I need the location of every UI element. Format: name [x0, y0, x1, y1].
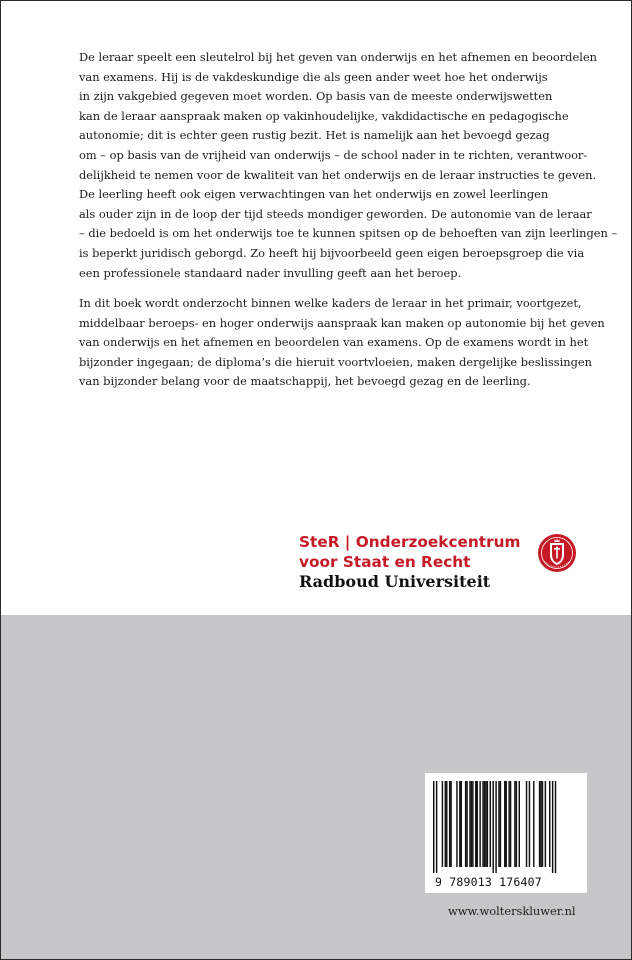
blurb-line: autonomie; dit is echter geen rustig bezit. Het is namelijk aan het bevoegd gezag — [79, 128, 550, 143]
barcode-bar — [519, 781, 520, 867]
blurb-line: als ouder zijn in de loop der tijd steeds mondiger geworden. De autonomie van de leraar — [79, 206, 592, 221]
barcode-bar — [526, 781, 527, 867]
barcode-bar — [466, 781, 467, 867]
barcode-bar — [446, 781, 447, 867]
blurb-line: een professionele standaard nader invulling geeft aan het beroep. — [79, 265, 462, 280]
barcode-bar — [533, 781, 534, 867]
blurb-line: kan de leraar aanspraak maken op vakinhoudelijke, vakdidactische en pedagogische — [79, 108, 569, 123]
barcode-bar — [436, 781, 437, 873]
blurb-paragraph-2 — [79, 294, 605, 392]
barcode-bar — [465, 781, 466, 867]
blurb-line: – die bedoeld is om het onderwijs toe te kunnen spitsen op de behoeften van zijn leerlingen – — [79, 226, 618, 241]
blurb-paragraph-1 — [79, 48, 618, 283]
barcode-bar — [449, 781, 450, 867]
barcode-bar — [542, 781, 543, 867]
radboud-seal-icon — [537, 531, 577, 575]
barcode-bar — [539, 781, 540, 867]
barcode-bar — [510, 781, 511, 867]
barcode-bar — [461, 781, 462, 867]
blurb-line: om – op basis van de vrijheid van onderwijs – de school nader in te richten, verantwoor- — [79, 147, 588, 162]
logo-line-radboud: Radboud Universiteit — [299, 572, 491, 591]
barcode-bar — [456, 781, 457, 867]
blurb-line: in zijn vakgebied gegeven moet worden. Op basis van de meeste onderwijswetten — [79, 89, 553, 104]
barcode-bar — [498, 781, 499, 867]
blurb-line: De leraar speelt een sleutelrol bij het geven van onderwijs en het afnemen en beoordelen — [79, 50, 597, 64]
barcode-bar — [433, 781, 434, 873]
logo-line-ster: SteR | Onderzoekcentrum — [299, 533, 521, 551]
ster-radboud-logo — [299, 529, 584, 593]
barcode-bar — [487, 781, 488, 867]
barcode-bar — [540, 781, 541, 867]
barcode-bar — [482, 781, 483, 867]
barcode-bar — [469, 781, 470, 867]
barcode-bar — [459, 781, 460, 867]
isbn-digits: 9 789013 176407 — [435, 875, 542, 889]
barcode-bar — [490, 781, 491, 867]
logo-line-staat-recht: voor Staat en Recht — [299, 553, 471, 571]
barcode-bar — [479, 781, 480, 867]
barcode-bar — [492, 781, 493, 873]
publisher-website: www.wolterskluwer.nl — [448, 904, 576, 918]
barcode-bars — [433, 781, 581, 873]
barcode-bar — [484, 781, 485, 867]
blurb-line: van examens. Hij is de vakdeskundige die als geen ander weet hoe het onderwijs — [79, 69, 548, 84]
barcode-bar — [450, 781, 451, 867]
barcode-bar — [500, 781, 501, 867]
barcode-bar — [508, 781, 509, 867]
blurb-line: is beperkt juridisch geborgd. Zo heeft hij bijvoorbeeld geen eigen beroepsgroep die via — [79, 245, 585, 260]
barcode-bar — [477, 781, 478, 867]
barcode-bar — [485, 781, 486, 867]
blurb-line: delijkheid te nemen voor de kwaliteit van het onderwijs en de leraar instructies te geven. — [79, 167, 597, 182]
barcode-bar — [475, 781, 476, 867]
barcode-bar — [506, 781, 507, 867]
barcode-bar — [552, 781, 553, 873]
barcode-bar — [549, 781, 550, 867]
blurb-line: bijzonder ingegaan; de diploma’s die hieruit voortvloeien, maken dergelijke beslissingen — [79, 354, 592, 369]
blurb-line: In dit boek wordt onderzocht binnen welke kaders de leraar in het primair, voortgezet, — [79, 296, 582, 310]
barcode-bar — [471, 781, 472, 867]
blurb-line: van bijzonder belang voor de maatschappij, het bevoegd gezag en de leerling. — [79, 374, 531, 389]
barcode-bar — [516, 781, 517, 867]
barcode-bar — [545, 781, 546, 867]
barcode-bar — [514, 781, 515, 867]
barcode-bar — [555, 781, 556, 873]
barcode-bar — [495, 781, 496, 873]
blurb-line: middelbaar beroeps- en hoger onderwijs aanspraak kan maken op autonomie bij het geven — [79, 315, 605, 330]
blurb-line: De leerling heeft ook eigen verwachtingen van het onderwijs en zowel leerlingen — [79, 187, 549, 202]
barcode-bar — [445, 781, 446, 867]
barcode-bar — [504, 781, 505, 867]
barcode-bar — [442, 781, 443, 867]
barcode-bar — [529, 781, 530, 867]
barcode-bar — [472, 781, 473, 867]
isbn-barcode — [425, 773, 587, 893]
blurb-line: van onderwijs en het afnemen en beoordelen van examens. Op de examens wordt in het — [79, 335, 589, 350]
